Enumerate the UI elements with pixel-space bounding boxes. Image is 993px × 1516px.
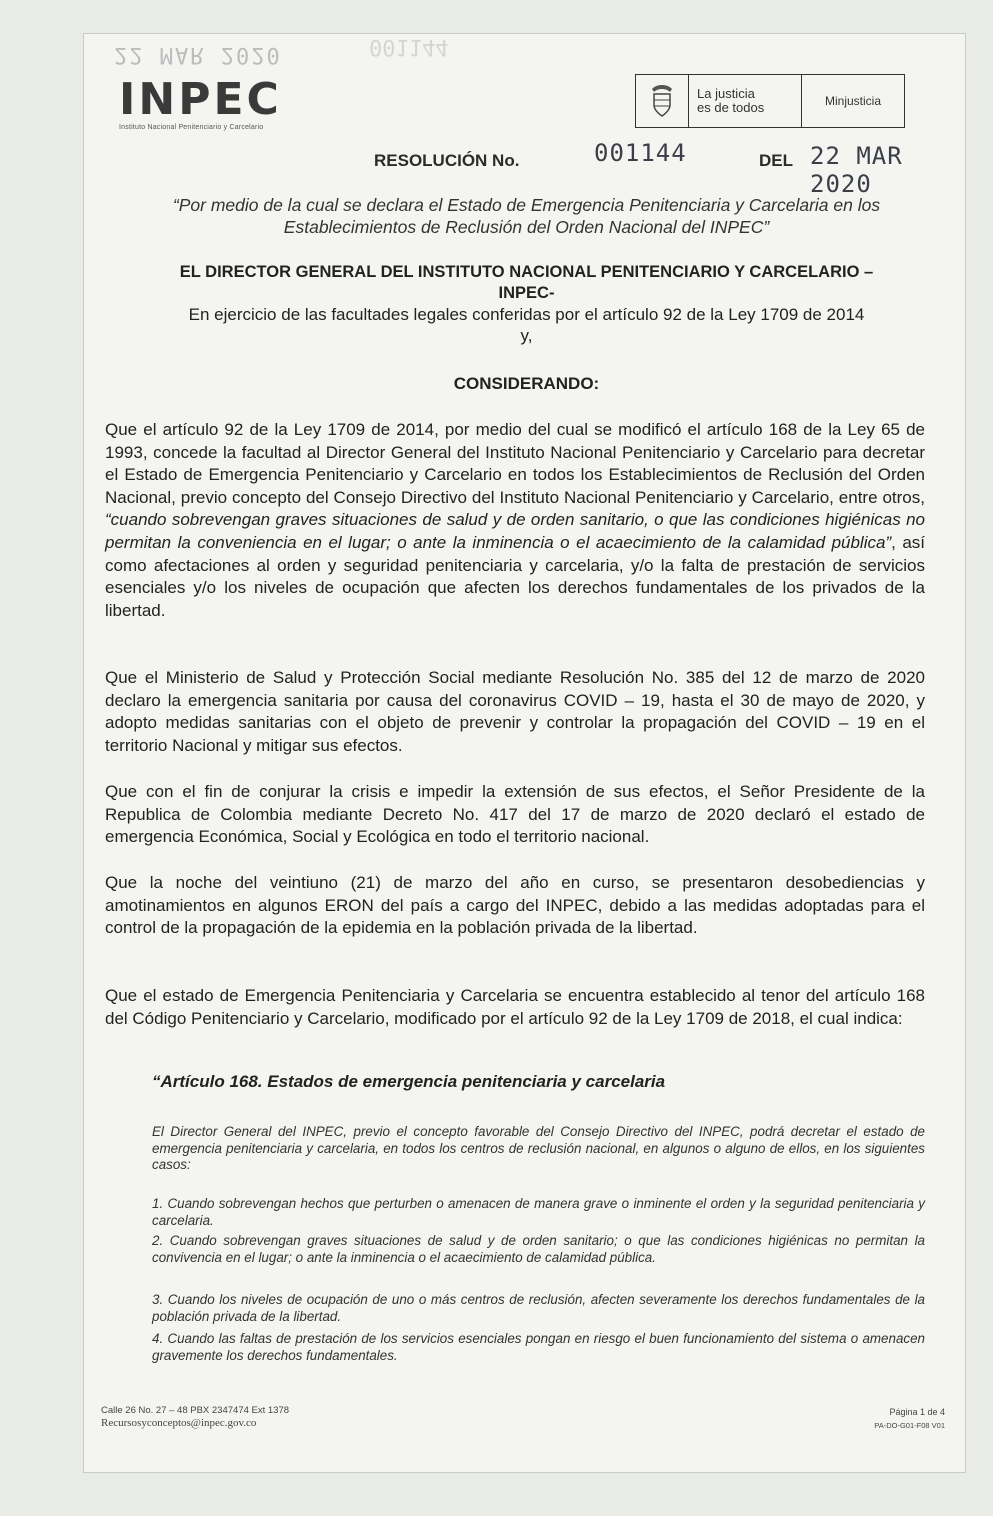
resolution-subject [104, 194, 949, 238]
ministry-label: Minjusticia [824, 94, 881, 108]
page-number: Página 1 de 4 [889, 1407, 945, 1417]
logo-name: INPEC [119, 74, 282, 125]
government-logo-box [635, 74, 905, 128]
paragraph-5: Que el estado de Emergencia Penitenciaria y Carcelaria se encuentra establecido al tenor del artículo 168 del Código Penitenciario y Carcelario, modificado por el artículo 92 de la Ley 1709 de 2018, el cual indica: [105, 986, 925, 1028]
footer-address: Calle 26 No. 27 – 48 PBX 2347474 Ext 1378 [101, 1405, 290, 1416]
article-item-3: 3. Cuando los niveles de ocupación de uno o más centros de reclusión, afecten severamente los derechos fundamentales de la población privada de la libertad. [152, 1292, 925, 1324]
slogan-cell [689, 75, 802, 127]
footer-contact [101, 1404, 289, 1430]
slogan-line-2: es de todos [697, 100, 765, 115]
paragraph-2: Que el Ministerio de Salud y Protección Social mediante Resolución No. 385 del 12 de marzo de 2020 declaro la emergencia sanitaria por causa del coronavirus COVID – 19, hasta el 30 de mayo de 2020, y adopto medidas sanitarias con el objeto de prevenir y controlar la propagación del COVID – 19 en el territorio Nacional y mitigar sus efectos. [105, 668, 925, 755]
paragraph-1-quote: “cuando sobrevengan graves situaciones de salud y de orden sanitario, o que las condiciones higiénicas no permitan la conveniencia en el lugar; o ante la inminencia o el acaecimiento de la calamidad pública” [105, 510, 925, 552]
logo-subtitle: Instituto Nacional Penitenciario y Carcelario [119, 124, 264, 131]
document-code: PA-DO-G01-F08 V01 [874, 1421, 945, 1430]
document-page [83, 33, 966, 1473]
coat-of-arms-icon [636, 75, 689, 127]
paragraph-3: Que con el fin de conjurar la crisis e impedir la extensión de sus efectos, el Señor Presidente de la Republica de Colombia mediante Decreto No. 417 del 17 de marzo de 2020 declaró el estado de emergencia Económica, Social y Ecológica en todo el territorio nacional. [105, 782, 925, 847]
article-item-2: 2. Cuando sobrevengan graves situaciones de salud y de orden sanitario; o que las condiciones higiénicas no permitan la convivencia en el lugar; o ante la inminencia o el acaecimiento de calamidad pública. [152, 1233, 925, 1265]
ejercicio-line-2: y, [520, 326, 533, 345]
resolution-header [84, 139, 967, 198]
resolution-label: RESOLUCIÓN No. [374, 151, 520, 170]
ejercicio-line-1: En ejercicio de las facultades legales conferidas por el artículo 92 de la Ley 1709 de 2014 [188, 305, 865, 324]
footer-email: Recursosyconceptos@inpec.gov.co [101, 1417, 257, 1429]
slogan-line-1: La justicia [697, 86, 755, 101]
subject-line-2: Establecimientos de Reclusión del Orden Nacional del INPEC” [283, 217, 770, 237]
paragraph-1 [105, 419, 925, 622]
paragraph-4: Que la noche del veintiuno (21) de marzo del año en curso, se presentaron desobediencias y amotinamientos en algunos ERON del país a cargo del INPEC, debido a las medidas adoptadas para el control de la propagación de la epidemia en la población privada de la libertad. [105, 873, 925, 938]
date-value: 22 MAR 2020 [810, 142, 903, 198]
date-label: DEL [759, 151, 793, 170]
mirrored-number-stamp: 001144 [369, 34, 449, 59]
paragraph-1-end: , así como afectaciones al orden y seguridad penitenciaria y carcelaria, y/o la falta de prestación de servicios esenciales y/o los niveles de ocupación que afecten los derechos fundamentales de los privados de la libertad. [105, 532, 925, 620]
director-line-1: EL DIRECTOR GENERAL DEL INSTITUTO NACIONAL PENITENCIARIO Y CARCELARIO – [179, 263, 874, 281]
resolution-number: 001144 [594, 139, 687, 167]
mirrored-date-stamp: 22 MAR 2020 [114, 42, 282, 67]
inpec-logo [119, 74, 282, 131]
footer-page-info [874, 1406, 945, 1432]
article-item-4: 4. Cuando las faltas de prestación de los servicios esenciales pongan en riesgo el buen funcionamiento del sistema o amenacen gravemente los derechos fundamentales. [152, 1331, 925, 1363]
director-line-2: INPEC- [498, 284, 555, 302]
subject-line-1: “Por medio de la cual se declara el Estado de Emergencia Penitenciaria y Carcelaria en los [172, 195, 881, 215]
article-item-1: 1. Cuando sobrevengan hechos que perturben o amenacen de manera grave o inminente el orden y la seguridad penitenciaria y carcelaria. [152, 1196, 925, 1228]
article-title: “Artículo 168. Estados de emergencia penitenciaria y carcelaria [152, 1072, 666, 1091]
director-heading [94, 262, 959, 304]
paragraph-1-start: Que el artículo 92 de la Ley 1709 de 2014, por medio del cual se modificó el artículo 168 de la Ley 65 de 1993, concede la facultad al Director General del Instituto Nacional Penitenciario y Carcelario para decretar el Estado de Emergencia Penitenciario y Carcelario en todos los Establecimientos de Reclusión del Orden Nacional, previo concepto del Consejo Directivo del Instituto Nacional Penitenciario y Carcelario, entre otros, [105, 420, 925, 507]
article-intro: El Director General del INPEC, previo el concepto favorable del Consejo Directivo del INPEC, podrá decretar el estado de emergencia penitenciaria y carcelaria, en todos los centros de reclusión nacional, en algunos o alguno de ellos, en los siguientes casos: [152, 1124, 925, 1172]
considerando-heading: CONSIDERANDO: [453, 374, 600, 393]
legal-faculties [94, 304, 959, 346]
